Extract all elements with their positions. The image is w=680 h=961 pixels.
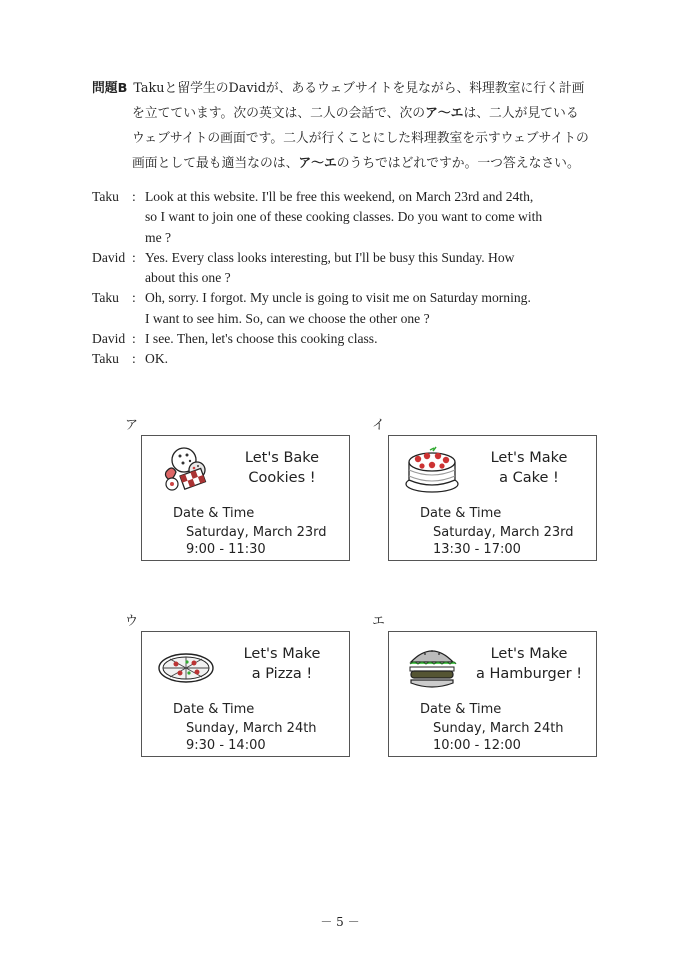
speaker: David <box>92 331 126 347</box>
choice-letter-i: イ <box>372 418 386 433</box>
date-time-label: Date & Time <box>173 702 255 717</box>
date-time-label: Date & Time <box>420 506 502 521</box>
choice-letter-e: エ <box>372 614 386 629</box>
question-label: 問題B <box>92 81 128 96</box>
choice-letter-a: ア <box>125 418 139 433</box>
question-text <box>92 76 612 176</box>
card-title: Let's Make a Pizza ! <box>243 646 321 682</box>
card-date: Saturday, March 23rd <box>186 525 327 540</box>
question-line-4: 画面として最も適当なのは、ア～エのうちではどれですか。一つ答えなさい。 <box>132 156 580 171</box>
pizza-icon <box>156 642 214 690</box>
card-title: Let's Bake Cookies ! <box>244 450 320 486</box>
card-title: Let's Make a Hamburger ! <box>475 646 583 682</box>
cookies-icon <box>156 446 214 494</box>
dialogue <box>92 187 602 370</box>
question-line-2: を立てています。次の英文は、二人の会話で、次のア～エは、二人が見ている <box>132 106 579 121</box>
question-line-1: 問題B Takuと留学生のDavidが、あるウェブサイトを見ながら、料理教室に行く計画 <box>92 81 585 96</box>
dialogue-turn: Taku : Oh, sorry. I forgot. My uncle is going to visit me on Saturday morning. I want to see him. So, can we choose the other one ? <box>92 288 602 329</box>
page-number: － 5 － <box>320 915 360 929</box>
card-date: Sunday, March 24th <box>433 721 564 736</box>
choice-letter-u: ウ <box>125 614 139 629</box>
speaker: David <box>92 249 126 265</box>
choice-card-u[interactable] <box>141 631 350 757</box>
date-time-label: Date & Time <box>420 702 502 717</box>
dialogue-turn: David : Yes. Every class looks interesting, but I'll be busy this Sunday. How about this one ? <box>92 248 602 289</box>
choice-card-i[interactable] <box>388 435 597 561</box>
dialogue-turn: Taku : OK. <box>92 349 602 369</box>
card-time: 9:00 - 11:30 <box>186 542 266 557</box>
speaker: Taku <box>92 189 119 204</box>
hamburger-icon <box>403 642 461 690</box>
card-title: Let's Make a Cake ! <box>490 450 568 486</box>
dialogue-turn: David : I see. Then, let's choose this cooking class. <box>92 329 602 349</box>
date-time-label: Date & Time <box>173 506 255 521</box>
speaker: Taku <box>92 290 119 306</box>
speaker: Taku <box>92 351 119 367</box>
card-time: 10:00 - 12:00 <box>433 738 521 753</box>
choice-card-e[interactable] <box>388 631 597 757</box>
question-line-3: ウェブサイトの画面です。二人が行くことにした料理教室を示すウェブサイトの <box>132 131 589 146</box>
dialogue-turn: Taku : Look at this website. I'll be free this weekend, on March 23rd and 24th, so I want to join one of these cooking classes. Do you want to come with me ? <box>92 187 602 248</box>
card-date: Sunday, March 24th <box>186 721 317 736</box>
card-date: Saturday, March 23rd <box>433 525 574 540</box>
card-time: 9:30 - 14:00 <box>186 738 266 753</box>
card-time: 13:30 - 17:00 <box>433 542 521 557</box>
choice-card-a[interactable] <box>141 435 350 561</box>
cake-icon <box>403 446 461 494</box>
